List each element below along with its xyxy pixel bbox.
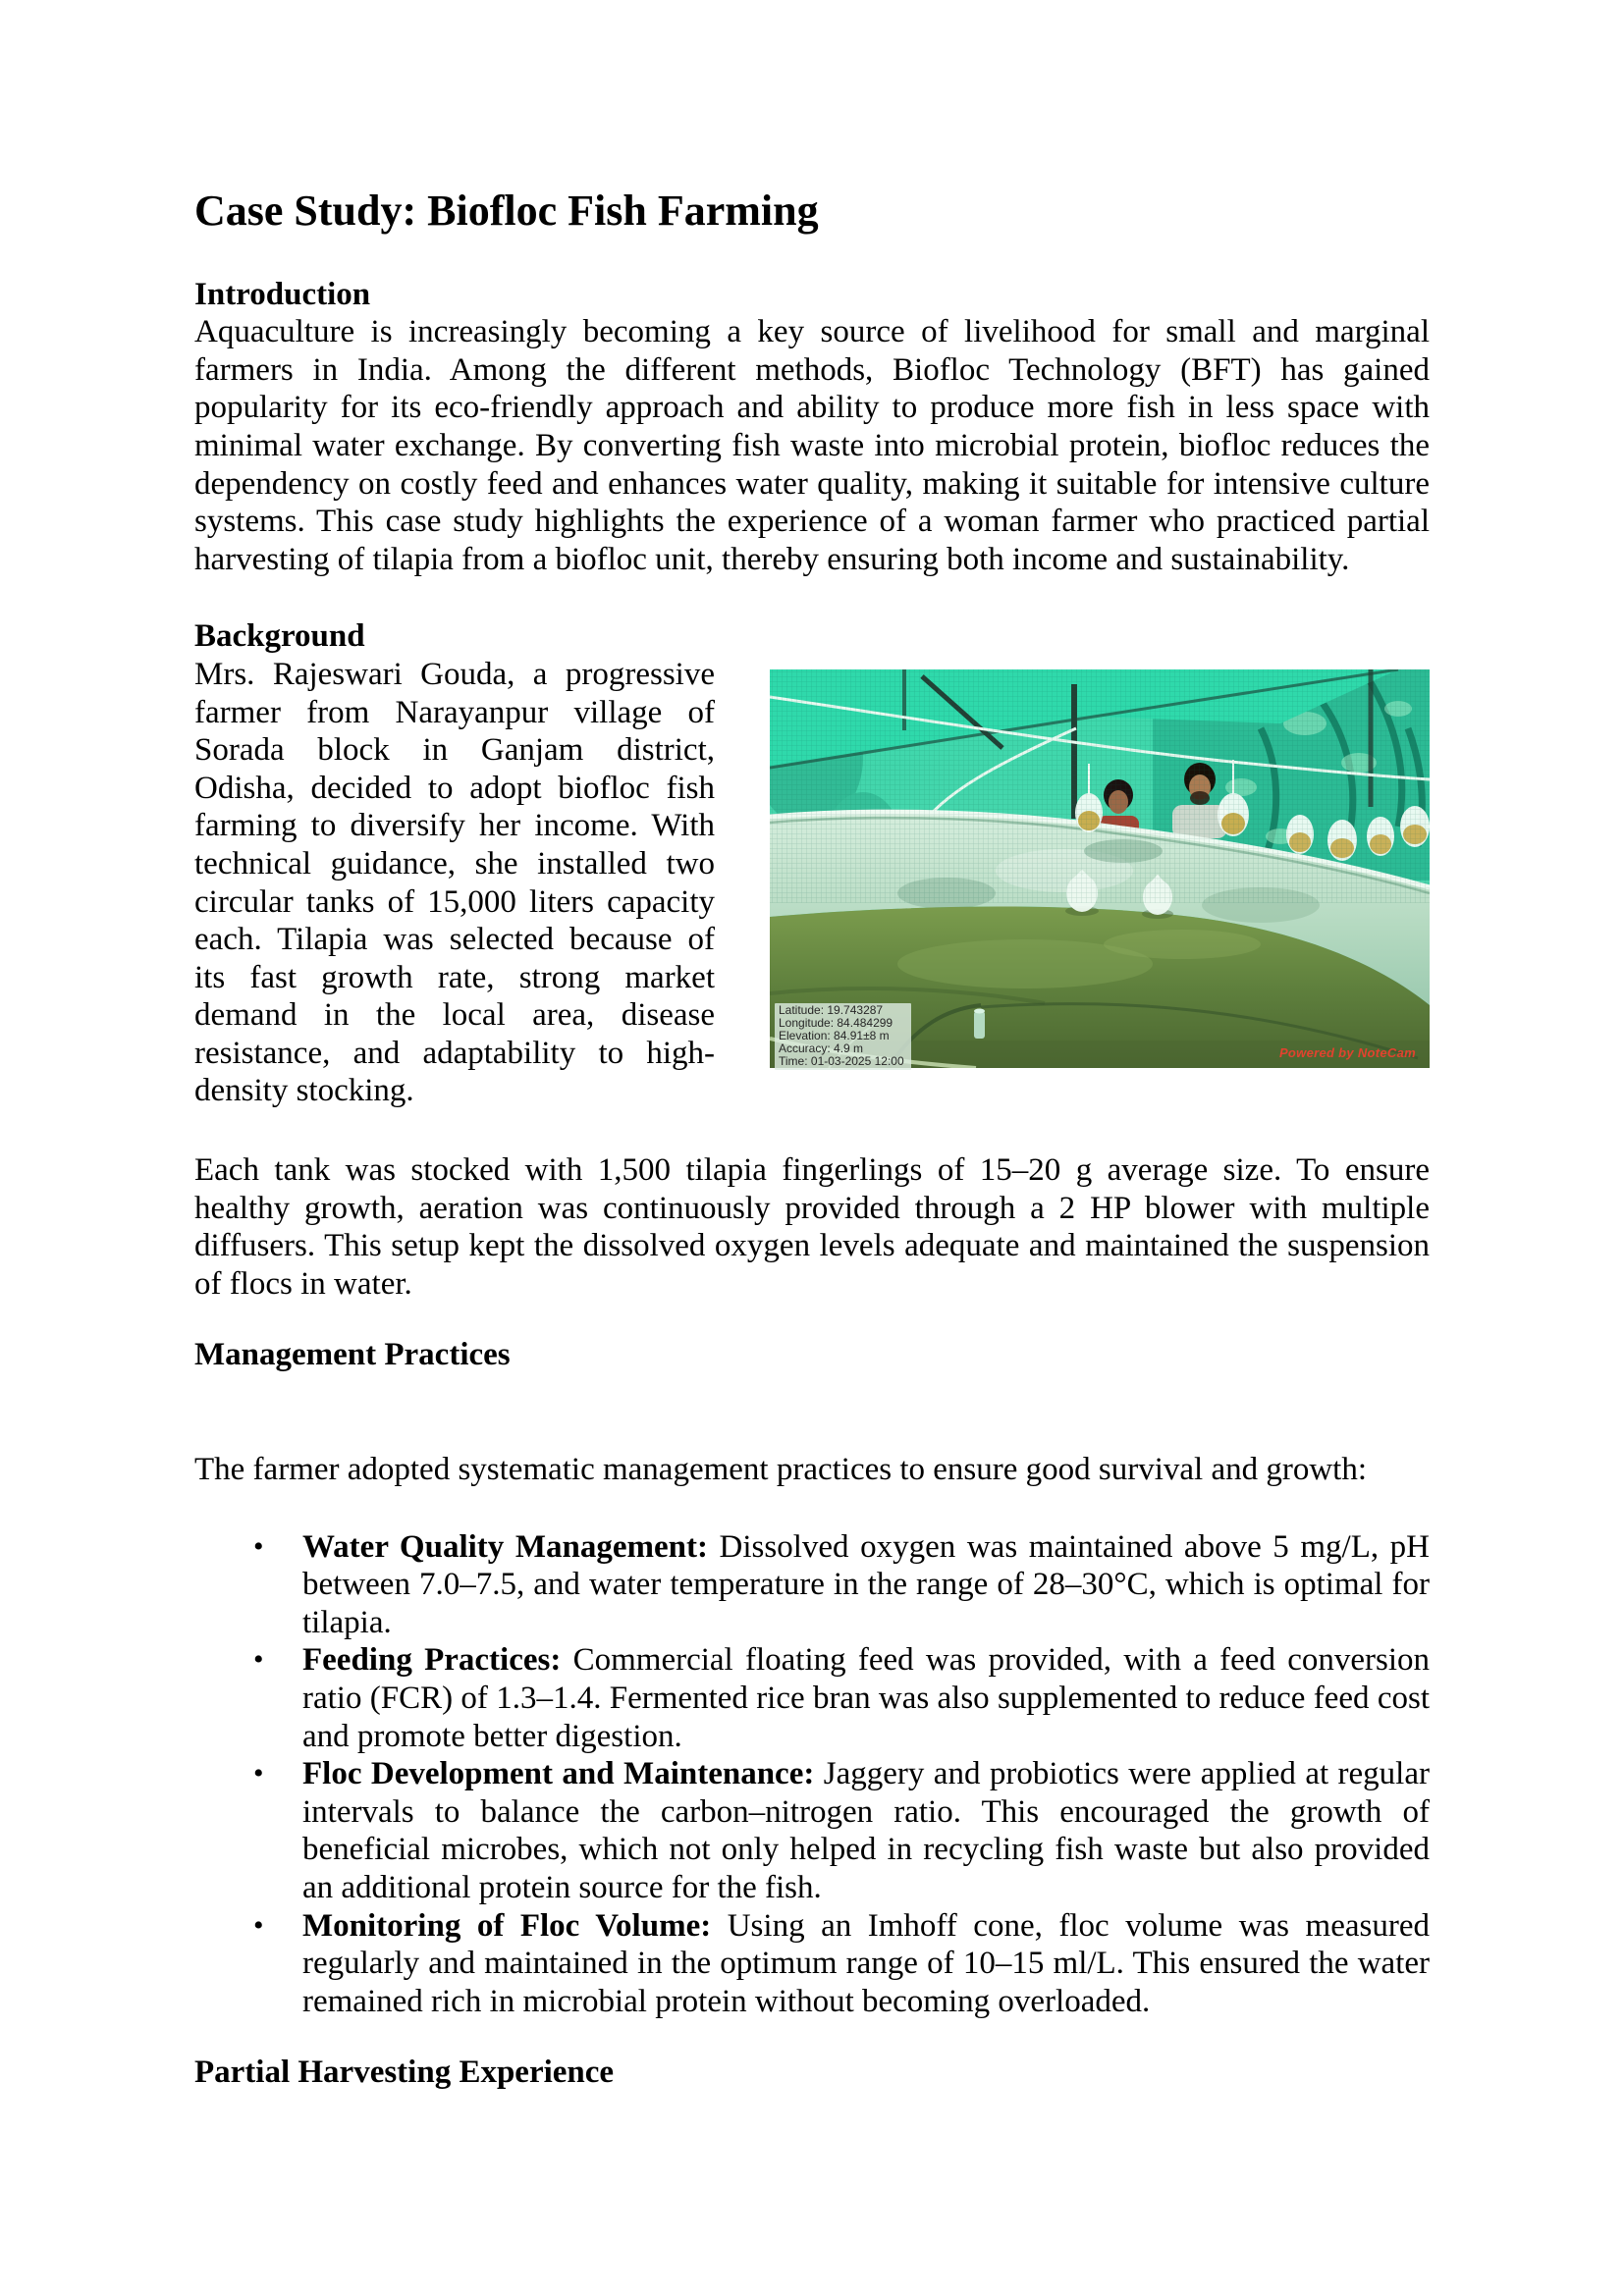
management-intro-paragraph: The farmer adopted systematic management practices to ensure good survival and growth:: [194, 1452, 1368, 1488]
net-mesh-texture: [770, 669, 1430, 903]
bullet-water-quality-label: Water Quality Management:: [302, 1528, 708, 1565]
bullet-floc-volume-text: Using an Imhoff cone, floc volume was measured regularly and maintained in the optimum range of 10–15 ml/L. This ensured the water remained rich in microbial protein without becoming overloaded.: [302, 1907, 1430, 2019]
bullet-feeding-practices-text: Commercial floating feed was provided, with a feed conversion ratio (FCR) of 1.3–1.4. Fermented rice bran was also supplemented to reduce feed cost and promote better digestion.: [302, 1642, 1430, 1754]
gps-longitude: Longitude: 84.484299: [779, 1015, 893, 1030]
introduction-paragraph: Aquaculture is increasingly becoming a key source of livelihood for small and marginal farmers in India. Among the different methods, Biofloc Technology (BFT) has gained popularity for its eco-friendly approach and ability to produce more fish in less space with minimal water exchange. By converting fish waste into microbial protein, biofloc reduces the dependency on costly feed and enhances water quality, making it suitable for intensive culture systems. This case study highlights the experience of a woman farmer who practiced partial harvesting of tilapia from a biofloc unit, thereby ensuring both income and sustainability.: [194, 314, 1430, 577]
background-heading: Background: [194, 618, 365, 655]
bullet-floc-development: [302, 1755, 1430, 1906]
page-title: Case Study: Biofloc Fish Farming: [194, 187, 819, 235]
notecam-watermark: Powered by NoteCam: [1278, 1044, 1416, 1060]
gps-time: Time: 01-03-2025 12:00: [779, 1053, 904, 1068]
gps-latitude: Latitude: 19.743287: [779, 1002, 884, 1017]
background-paragraph: Mrs. Rajeswari Gouda, a progressive farmer from Narayanpur village of Sorada block in Ganjam district, Odisha, decided to adopt biofloc fish farming to diversify her income. With technical guidance, she installed two circular tanks of 15,000 liters capacity each. Tilapia was selected because of its fast growth rate, strong market demand in the local area, disease resistance, and adaptability to high-density stocking.: [194, 656, 715, 1109]
stocking-paragraph: Each tank was stocked with 1,500 tilapia fingerlings of 15–20 g average size. To ensure healthy growth, aeration was continuously provided through a 2 HP blower with multiple diffusers. This setup kept the dissolved oxygen levels adequate and maintained the suspension of flocs in water.: [194, 1152, 1430, 1302]
management-bullet-list: [194, 1528, 1430, 2021]
management-heading: Management Practices: [194, 1337, 511, 1373]
bullet-floc-development-label: Floc Development and Maintenance:: [302, 1756, 815, 1792]
partial-harvesting-heading: Partial Harvesting Experience: [194, 2055, 615, 2091]
aerator-pipe: [974, 1011, 985, 1039]
bullet-water-quality-text: Dissolved oxygen was maintained above 5 mg/L, pH between 7.0–7.5, and water temperature in the range of 28–30°C, which is optimal for tilapia.: [302, 1528, 1430, 1640]
gps-accuracy: Accuracy: 4.9 m: [779, 1041, 864, 1055]
bullet-floc-volume: [302, 1907, 1430, 2021]
bullet-feeding-practices-label: Feeding Practices:: [302, 1642, 562, 1679]
bullet-water-quality: [302, 1528, 1430, 1642]
bullet-feeding-practices: [302, 1641, 1430, 1755]
bullet-floc-development-text: Jaggery and probiotics were applied at regular intervals to balance the carbon–nitrogen ratio. This encouraged the growth of beneficial microbes, which not only helped in recycling fish waste but also provided an additional protein source for the fish.: [302, 1756, 1430, 1905]
gps-elevation: Elevation: 84.91±8 m: [779, 1028, 890, 1042]
bullet-floc-volume-label: Monitoring of Floc Volume:: [302, 1907, 712, 1944]
gps-overlay: [775, 1003, 911, 1070]
introduction-heading: Introduction: [194, 276, 371, 312]
biofloc-tank-photo: [770, 669, 1430, 1068]
